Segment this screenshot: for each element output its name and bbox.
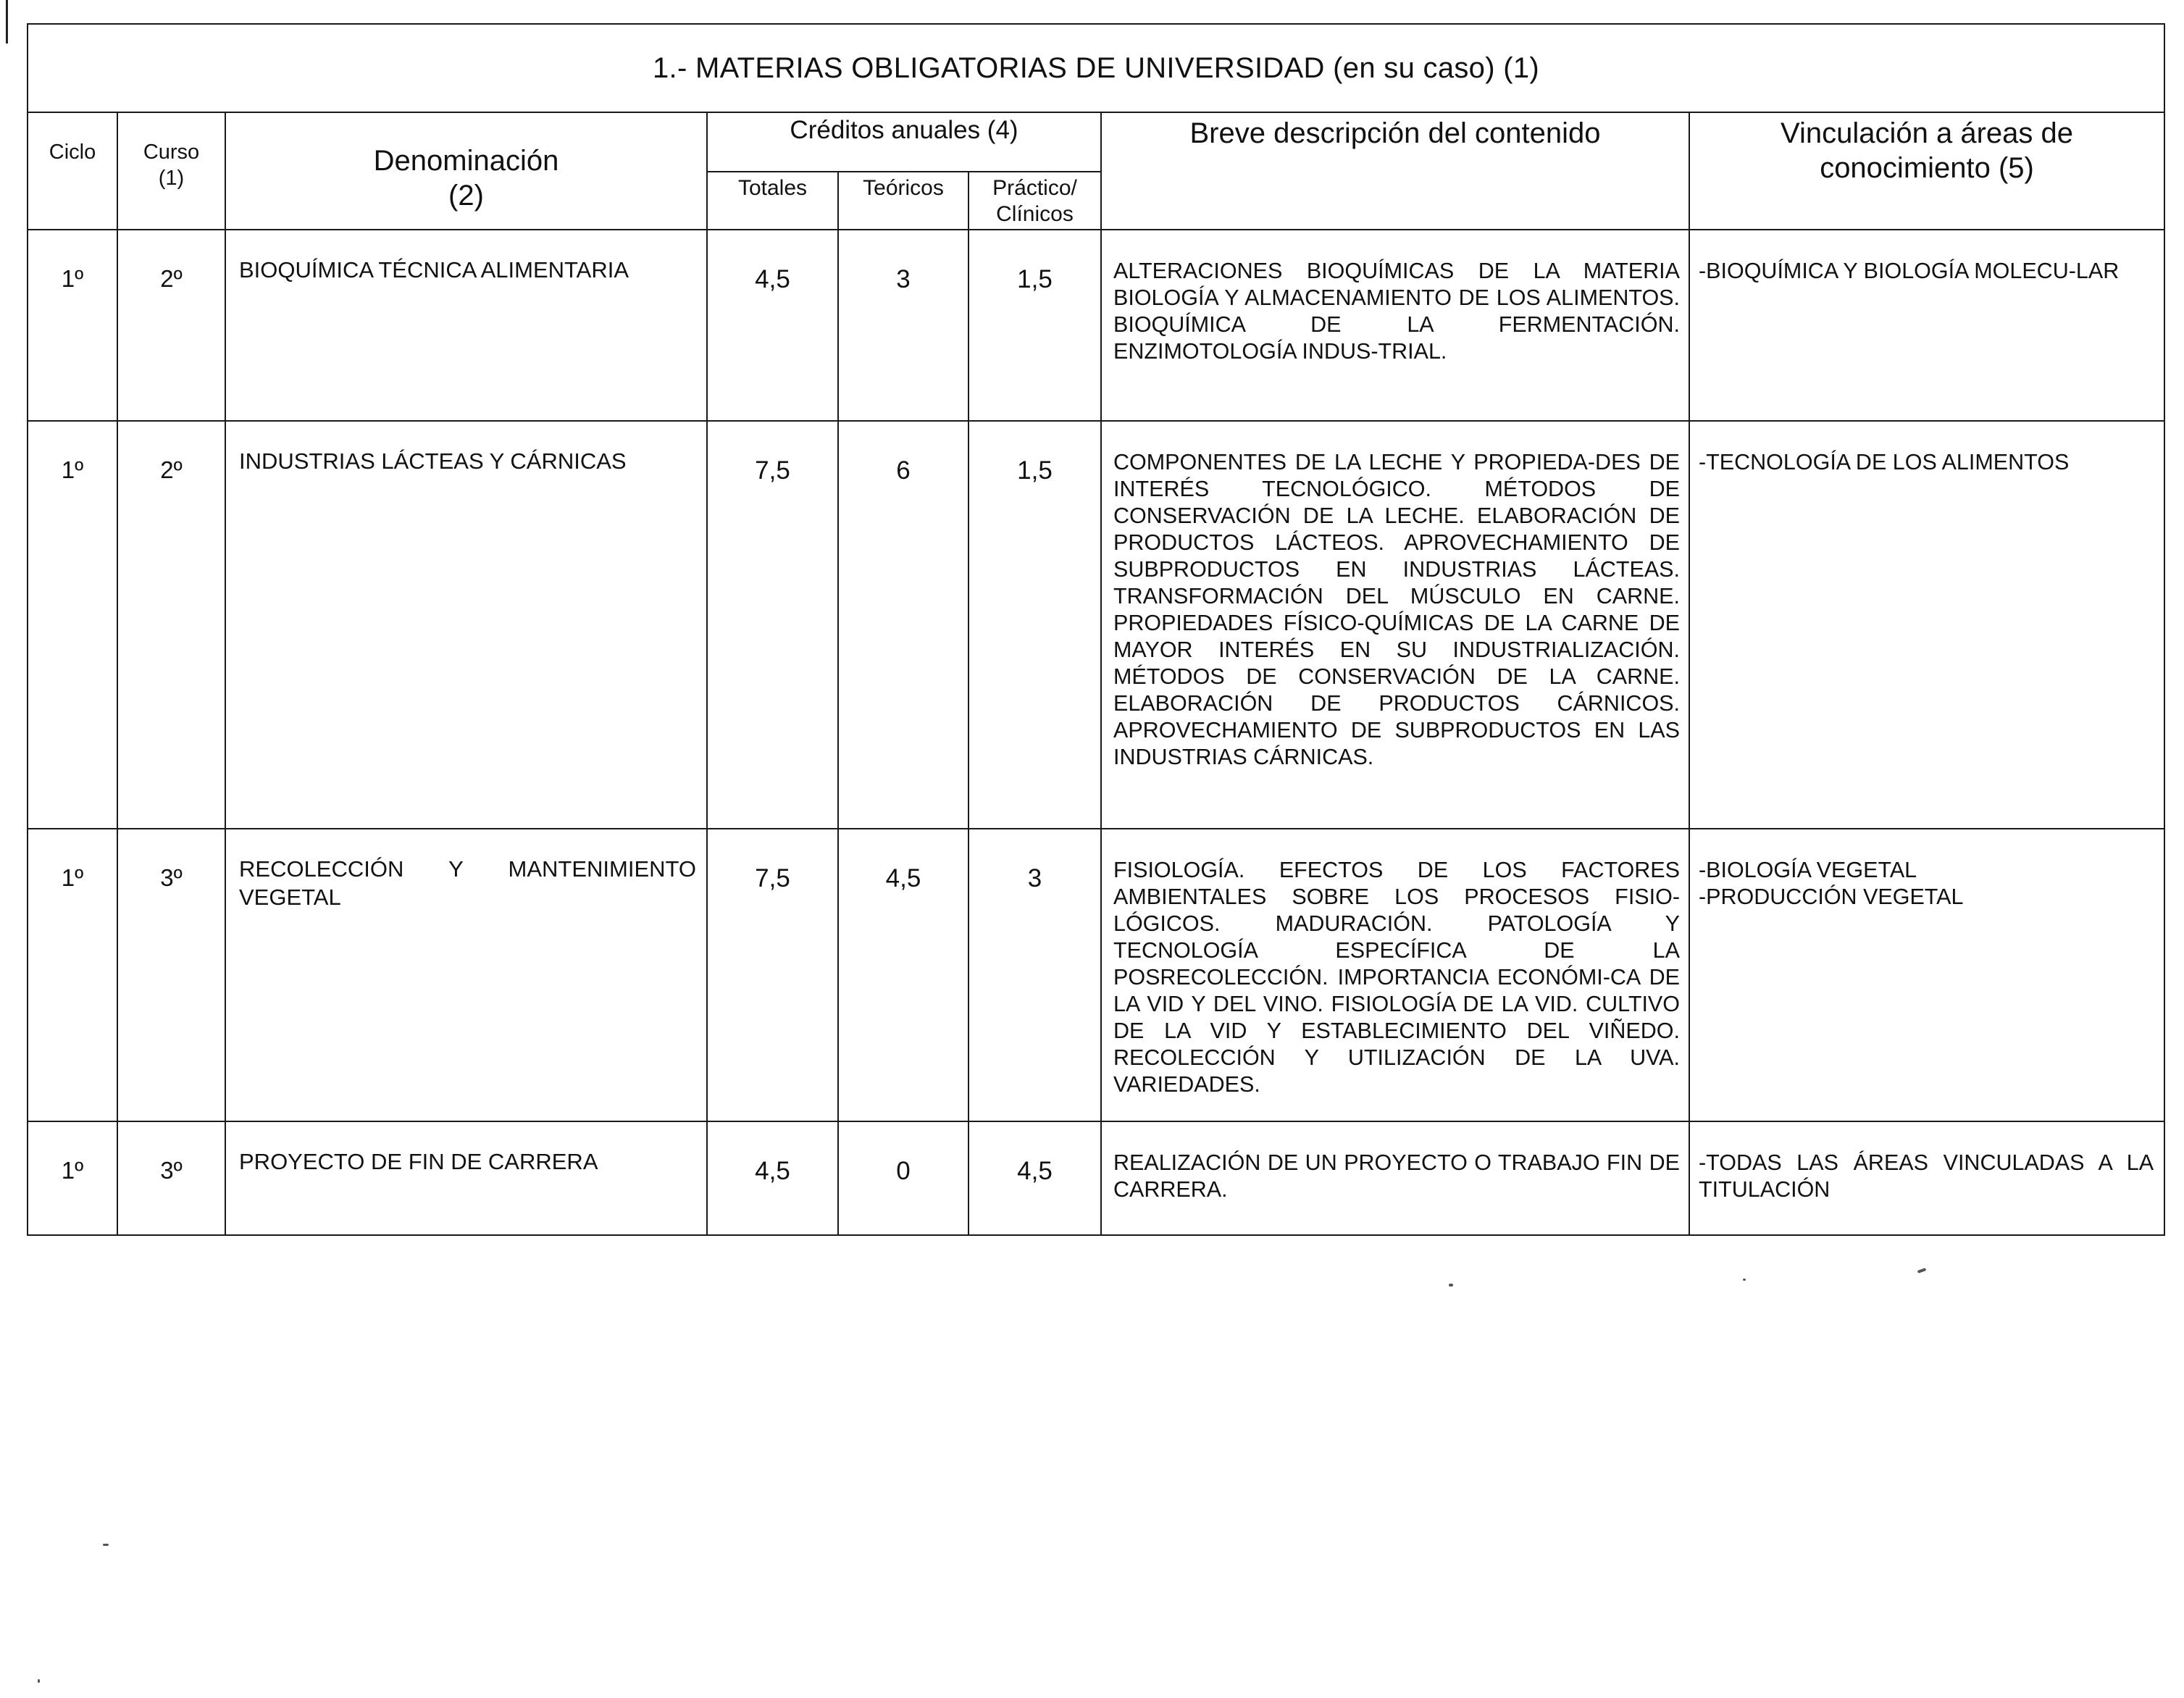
cell-totales: 4,5 <box>707 1121 838 1235</box>
header-descripcion: Breve descripción del contenido <box>1101 112 1689 230</box>
header-practicos <box>968 172 1101 230</box>
scan-speck <box>38 1679 40 1683</box>
cell-curso: 2º <box>117 421 225 829</box>
header-ciclo-label: Ciclo <box>49 141 96 164</box>
header-ciclo <box>28 112 117 230</box>
cell-areas <box>1689 230 2164 421</box>
area-item: -TECNOLOGÍA DE LOS ALIMENTOS <box>1699 450 2070 474</box>
cell-descripcion: ALTERACIONES BIOQUÍMICAS DE LA MATERIA BIOLOGÍA Y ALMACENAMIENTO DE LOS ALIMENTOS. BIOQUÍMICA DE LA FERMENTACIÓN. ENZIMOTOLOGÍA INDUS-TRIAL. <box>1101 230 1689 421</box>
cell-practicos: 1,5 <box>968 230 1101 421</box>
header-practicos-line1: Práctico/ <box>992 176 1077 200</box>
cell-ciclo: 1º <box>28 829 117 1121</box>
cell-practicos: 4,5 <box>968 1121 1101 1235</box>
area-item: -BIOLOGÍA VEGETAL <box>1699 858 1917 882</box>
header-creditos: Créditos anuales (4) <box>707 112 1101 172</box>
cell-teoricos: 6 <box>838 421 968 829</box>
header-totales: Totales <box>707 172 838 230</box>
header-curso <box>117 112 225 230</box>
scan-edge-mark <box>6 0 8 43</box>
cell-totales: 7,5 <box>707 829 838 1121</box>
area-item: -PRODUCCIÓN VEGETAL <box>1699 884 1964 909</box>
cell-teoricos: 4,5 <box>838 829 968 1121</box>
header-denominacion <box>225 112 707 230</box>
scan-speck <box>103 1544 109 1546</box>
header-teoricos: Teóricos <box>838 172 968 230</box>
cell-curso: 3º <box>117 1121 225 1235</box>
header-vinculacion <box>1689 112 2164 230</box>
table-row <box>28 421 2164 829</box>
cell-totales: 4,5 <box>707 230 838 421</box>
cell-denominacion: INDUSTRIAS LÁCTEAS Y CÁRNICAS <box>225 421 707 829</box>
header-practicos-line2: Clínicos <box>996 202 1074 226</box>
cell-teoricos: 0 <box>838 1121 968 1235</box>
cell-teoricos: 3 <box>838 230 968 421</box>
header-curso-label: Curso <box>143 141 200 164</box>
table-title: 1.- MATERIAS OBLIGATORIAS DE UNIVERSIDAD (en su caso) (1) <box>28 24 2164 112</box>
cell-descripcion: REALIZACIÓN DE UN PROYECTO O TRABAJO FIN DE CARRERA. <box>1101 1121 1689 1235</box>
area-item: -TODAS LAS ÁREAS VINCULADAS A LA TITULACIÓN <box>1699 1150 2154 1202</box>
header-denominacion-note: (2) <box>448 180 484 212</box>
header-vinculacion-line2: conocimiento (5) <box>1820 152 2034 184</box>
table-row <box>28 230 2164 421</box>
cell-denominacion: BIOQUÍMICA TÉCNICA ALIMENTARIA <box>225 230 707 421</box>
cell-ciclo: 1º <box>28 230 117 421</box>
cell-descripcion: COMPONENTES DE LA LECHE Y PROPIEDA-DES DE INTERÉS TECNOLÓGICO. MÉTODOS DE CONSERVACIÓN DE LA LECHE. ELABORACIÓN DE PRODUCTOS LÁCTEOS. APROVECHAMIENTO DE SUBPRODUCTOS EN INDUSTRIAS LÁCTEAS. TRANSFORMACIÓN DEL MÚSCULO EN CARNE. PROPIEDADES FÍSICO-QUÍMICAS DE LA CARNE DE MAYOR INTERÉS EN SU INDUSTRIALIZACIÓN. MÉTODOS DE CONSERVACIÓN DE LA CARNE. ELABORACIÓN DE PRODUCTOS CÁRNICOS. APROVECHAMIENTO DE SUBPRODUCTOS EN LAS INDUSTRIAS CÁRNICAS. <box>1101 421 1689 829</box>
curriculum-document <box>27 23 2164 1236</box>
header-curso-note: (1) <box>158 167 185 191</box>
scan-speck <box>1743 1279 1746 1281</box>
scan-speck <box>1917 1268 1927 1274</box>
cell-areas <box>1689 1121 2164 1235</box>
cell-denominacion: PROYECTO DE FIN DE CARRERA <box>225 1121 707 1235</box>
cell-descripcion: FISIOLOGÍA. EFECTOS DE LOS FACTORES AMBIENTALES SOBRE LOS PROCESOS FISIO-LÓGICOS. MADURACIÓN. PATOLOGÍA Y TECNOLOGÍA ESPECÍFICA DE LA POSRECOLECCIÓN. IMPORTANCIA ECONÓMI-CA DE LA VID Y DEL VINO. FISIOLOGÍA DE LA VID. CULTIVO DE LA VID Y ESTABLECIMIENTO DEL VIÑEDO. RECOLECCIÓN Y UTILIZACIÓN DE LA UVA. VARIEDADES. <box>1101 829 1689 1121</box>
subjects-table <box>27 23 2165 1236</box>
area-item: -BIOQUÍMICA Y BIOLOGÍA MOLECU-LAR <box>1699 259 2120 283</box>
header-vinculacion-line1: Vinculación a áreas de <box>1781 117 2074 149</box>
table-row <box>28 1121 2164 1235</box>
cell-areas <box>1689 829 2164 1121</box>
cell-curso: 3º <box>117 829 225 1121</box>
cell-denominacion: RECOLECCIÓN Y MANTENIMIENTO VEGETAL <box>225 829 707 1121</box>
table-row <box>28 829 2164 1121</box>
cell-ciclo: 1º <box>28 1121 117 1235</box>
cell-totales: 7,5 <box>707 421 838 829</box>
header-denominacion-label: Denominación <box>373 145 559 177</box>
cell-practicos: 1,5 <box>968 421 1101 829</box>
cell-ciclo: 1º <box>28 421 117 829</box>
scan-speck <box>1449 1284 1453 1287</box>
cell-areas <box>1689 421 2164 829</box>
cell-practicos: 3 <box>968 829 1101 1121</box>
cell-curso: 2º <box>117 230 225 421</box>
